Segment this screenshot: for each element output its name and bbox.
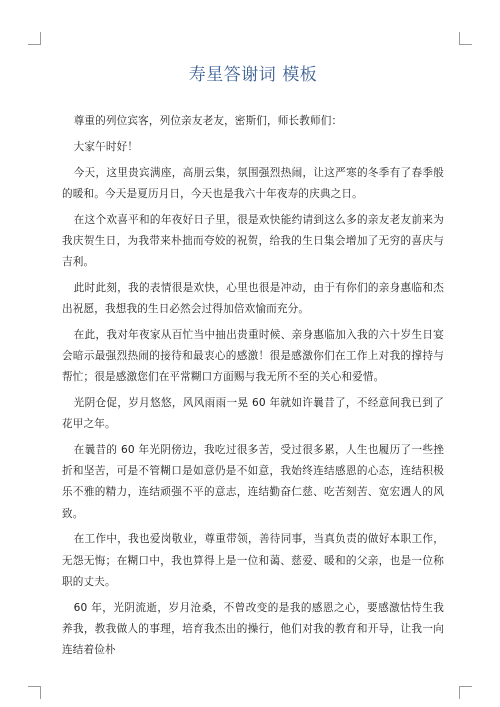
paragraph: 在这个欢喜平和的年夜好日子里，很是欢快能约请到这么多的亲友老友前来为我庆贺生日，为我带来朴拙而夸姣的祝贺，给我的生日集会增加了无穷的喜庆与吉利。: [62, 213, 444, 268]
crop-mark-bottom-right: [459, 686, 472, 699]
paragraph-greeting: 大家午时好！: [73, 140, 139, 153]
crop-mark-top-right: [459, 32, 472, 45]
paragraph: 在曩昔的 60 年光阴傍边，我吃过很多苦，受过很多累，人生也履历了一些挫折和坚苦，可是不管糊口是如意仍是不如意，我始终连结感恩的心态，连结积极乐不雅的精力，连结顽强不平的意志，连结勤奋仁慈、吃苦刻苦、宽宏遇人的风致。: [62, 444, 444, 520]
paragraph: 在此，我对年夜家从百忙当中抽出贵重时候、亲身惠临加入我的六十岁生日宴会暗示最强烈热闹的接待和最衷心的感激！很是感激你们在工作上对我的撑持与帮忙；很是感激您们在平常糊口方面赐与我无所不至的关心和爱惜。: [62, 328, 444, 384]
paragraph: 今天，这里贵宾满座，高朋云集，氛围强烈热闹，让这严寒的冬季有了春季般的暖和。今天是夏历月日，今天也是我六十年夜寿的庆典之日。: [62, 166, 444, 200]
paragraph: 光阴仓促，岁月悠悠，风风雨雨一晃 60 年就如许曩昔了，不经意间我已到了花甲之年。: [62, 397, 444, 431]
crop-mark-top-left: [28, 32, 41, 45]
document-title: 寿星答谢词 模板: [188, 65, 318, 85]
crop-mark-bottom-left: [28, 686, 41, 699]
paragraph: 在工作中，我也爱岗敬业，尊重带领，善待同事，当真负责的做好本职工作，无怨无悔；在糊口中，我也算得上是一位和蔼、慈爱、暖和的父亲，也是一位称职的丈夫。: [62, 533, 444, 588]
paragraph-salutation: 尊重的列位宾客，列位亲友老友，密斯们，师长教师们：: [73, 115, 343, 127]
paragraph: 此时此刻，我的表情很是欢快，心里也很是冲动，由于有你们的亲身惠临和杰出祝愿，我想我的生日必然会过得加倍欢愉而充分。: [62, 281, 444, 315]
paragraph: 60 年，光阴流逝，岁月沧桑，不曾改变的是我的感恩之心，要感激怙恃生我养我，教我做人的事理，培育我杰出的操行，他们对我的教育和开导，让我一向连结着俭朴: [62, 601, 444, 657]
document-page: [62, 60, 444, 666]
